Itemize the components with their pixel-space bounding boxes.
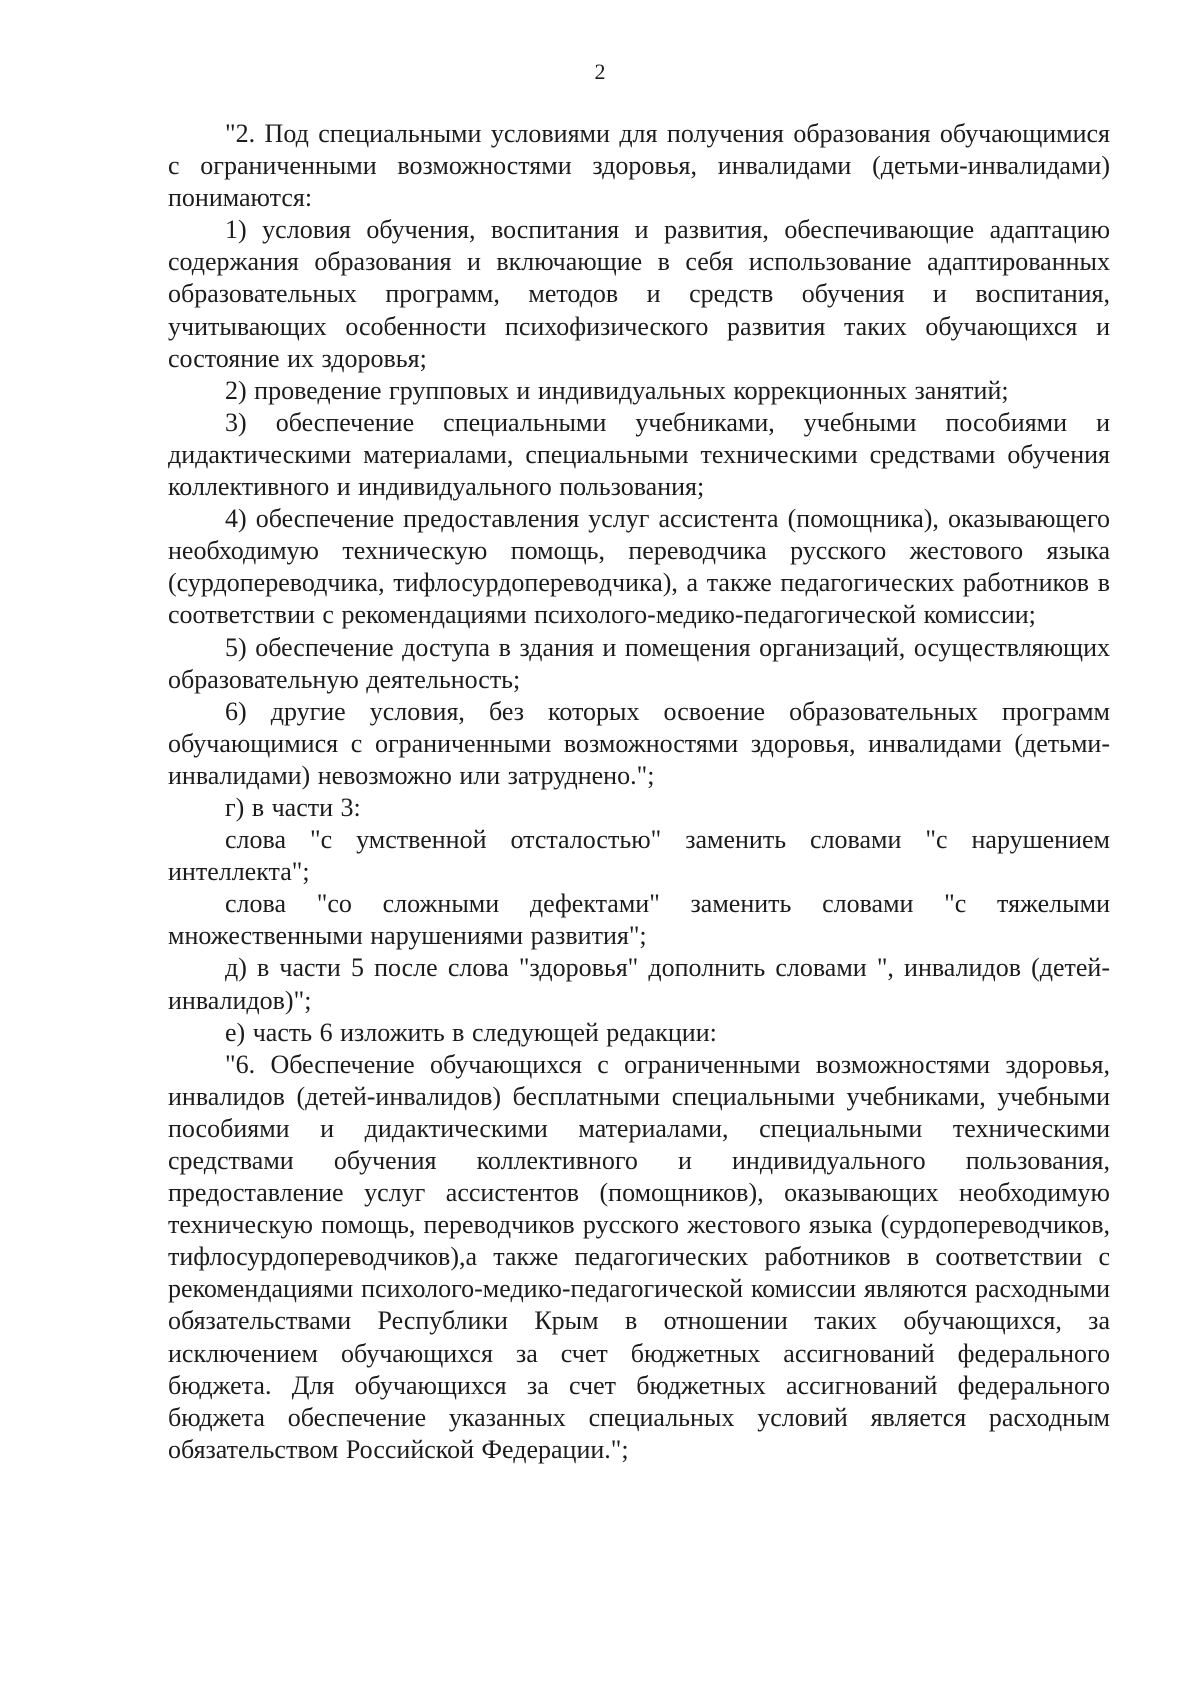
- list-item-2: 2) проведение групповых и индивидуальных коррекционных занятий;: [225, 375, 1009, 405]
- paragraph-part-5: д) в части 5 после слова "здоровья" дополнить словами ", инвалидов (детей-инвалидов)";: [168, 953, 1110, 1015]
- list-item-6: 6) другие условия, без которых освоение образовательных программ обучающимися с ограниченными возможностями здоровья, инвалидами (детьми-инвалидами) невозможно или затруднено.";: [168, 696, 1110, 790]
- page-number: 2: [594, 59, 606, 84]
- paragraph-provision-6: "6. Обеспечение обучающихся с ограниченными возможностями здоровья, инвалидов (детей-инвалидов) бесплатными специальными учебниками, учебными пособиями и дидактическими материалами, специальными техническими средствами обучения коллективного и индивидуального пользования, предоставление услуг ассистентов (помощников), оказывающих необходимую техническую помощь, переводчиков русского жестового языка (сурдопереводчиков, тифлосурдопереводчиков),а также педагогических работников в соответствии с рекомендациями психолого-медико-педагогической комиссии являются расходными обязательствами Республики Крым в отношении таких обучающихся, за исключением обучающихся за счет бюджетных ассигнований федерального бюджета. Для обучающихся за счет бюджетных ассигнований федерального бюджета обеспечение указанных специальных условий является расходным обязательством Российской Федерации.";: [168, 1049, 1110, 1464]
- list-item-3: 3) обеспечение специальными учебниками, учебными пособиями и дидактическими материалами, специальными техническими средствами обучения коллективного и индивидуального пользования;: [168, 407, 1110, 502]
- paragraph-special-conditions: "2. Под специальными условиями для получения образования обучающимися с ограниченными возможностями здоровья, инвалидами (детьми-инвалидами) понимаются:: [168, 119, 1110, 213]
- list-item-4: 4) обеспечение предоставления услуг ассистента (помощника), оказывающего необходимую техническую помощь, переводчика русского жестового языка (сурдопереводчика, тифлосурдопереводчика), а также педагогических работников в соответствии с рекомендациями психолого-медико-педагогической комиссии;: [168, 504, 1110, 630]
- paragraph-replace-words-2: слова "со сложными дефектами" заменить словами "с тяжелыми множественными нарушениями развития";: [168, 889, 1110, 951]
- paragraph-part-3: г) в части 3:: [225, 792, 361, 822]
- paragraph-replace-words-1: слова "с умственной отсталостью" заменить словами "с нарушением интеллекта";: [168, 825, 1110, 887]
- paragraph-part-6: е) часть 6 изложить в следующей редакции:: [225, 1017, 717, 1047]
- list-item-1: 1) условия обучения, воспитания и развития, обеспечивающие адаптацию содержания образования и включающие в себя использование адаптированных образовательных программ, методов и средств обучения и воспитания, учитывающих особенности психофизического развития таких обучающихся и состояние их здоровья;: [168, 215, 1110, 373]
- list-item-5: 5) обеспечение доступа в здания и помещения организаций, осуществляющих образовательную деятельность;: [168, 632, 1110, 694]
- document-body: [168, 118, 1110, 1466]
